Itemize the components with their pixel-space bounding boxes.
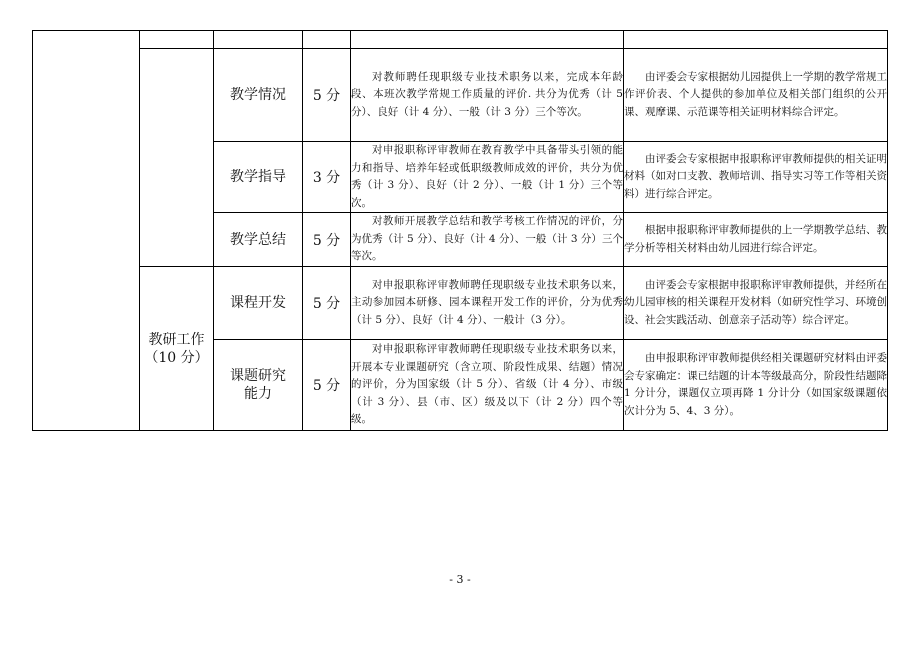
empty-cell [303,31,351,49]
item-name-line: 能力 [244,386,272,402]
page-number: - 3 - [449,573,471,586]
item-method [624,267,888,340]
category-cell-teaching [140,49,214,267]
description-text: 对教师聘任现职级专业技术职务以来，完成本年龄段、本班次教学常规工作质量的评价. 共分为优秀（计 5 分）、良好（计 4 分）、一般（计 3 分）三个等次。 [351,70,623,118]
method-text: 由评委会专家根据申报职称评审教师提供，并经所在幼儿园审核的相关课程开发材料（如研究性学习、环境创设、社会实践活动、创意亲子活动等）综合评定。 [624,278,887,326]
scoring-table [32,30,888,431]
empty-cell [351,31,624,49]
method-text: 由评委会专家根据幼儿园提供上一学期的教学常规工作评价表、个人提供的参加单位及相关部门组织的公开课、观摩课、示范课等相关证明材料综合评定。 [624,70,887,118]
item-description [351,340,624,431]
item-score: 5 分 [303,213,351,267]
item-description [351,213,624,267]
table-row [33,49,888,142]
item-method [624,142,888,213]
description-text: 对申报职称评审教师在教育教学中具备带头引领的能力和指导、培养年轻或低职级教师成效的评价，共分为优秀（计 3 分）、良好（计 2 分）、一般（计 1 分）三个等次。 [351,144,623,209]
description-text: 对申报职称评审教师聘任现职级专业技术职务以来，开展本专业课题研究（含立项、阶段性成果、结题）情况的评价，分为国家级（计 5 分）、省级（计 4 分）、市级（计 3 分）、县（市、区）级及以下（计 2 分）四个等级。 [351,343,623,426]
empty-cell [140,31,214,49]
item-method [624,49,888,142]
empty-cell [214,31,303,49]
item-score: 3 分 [303,142,351,213]
empty-cell [624,31,888,49]
category-label: 教研工作 [148,331,205,348]
item-description [351,49,624,142]
item-name: 教学情况 [214,49,303,142]
method-text: 由评委会专家根据申报职称评审教师提供的相关证明材料（如对口支教、教师培训、指导实习等工作等相关资料）进行综合评定。 [624,152,887,200]
item-method [624,340,888,431]
table-row [33,267,888,340]
empty-top-row [33,31,888,49]
item-name [214,340,303,431]
item-description [351,142,624,213]
method-text: 根据申报职称评审教师提供的上一学期教学总结、教学分析等相关材料由幼儿园进行综合评定。 [624,224,887,254]
item-name: 教学指导 [214,142,303,213]
item-name-line: 课题研究 [230,368,286,384]
item-method [624,213,888,267]
outer-left-cell [33,31,140,431]
category-cell-research [140,267,214,431]
item-score: 5 分 [303,49,351,142]
description-text: 对教师开展教学总结和教学考核工作情况的评价，分为优秀（计 5 分）、良好（计 4 分）、一般（计 3 分）三个等次。 [351,215,623,263]
category-points: （10 分） [144,349,209,366]
method-text: 由申报职称评审教师提供经相关课题研究材料由评委会专家确定：课已结题的计本等级最高分，阶段性结题降 1 分计分，课题仅立项再降 1 分计分（如国家级课题依次计分为 5、4、3 分）。 [624,352,887,417]
item-score: 5 分 [303,267,351,340]
item-name: 教学总结 [214,213,303,267]
description-text: 对申报职称评审教师聘任现职级专业技术职务以来，主动参加园本研修、园本课程开发工作的评价，分为优秀（计 5 分）、良好（计 4 分）、一般计（3 分）。 [351,278,623,326]
item-name: 课程开发 [214,267,303,340]
item-score: 5 分 [303,340,351,431]
item-description [351,267,624,340]
